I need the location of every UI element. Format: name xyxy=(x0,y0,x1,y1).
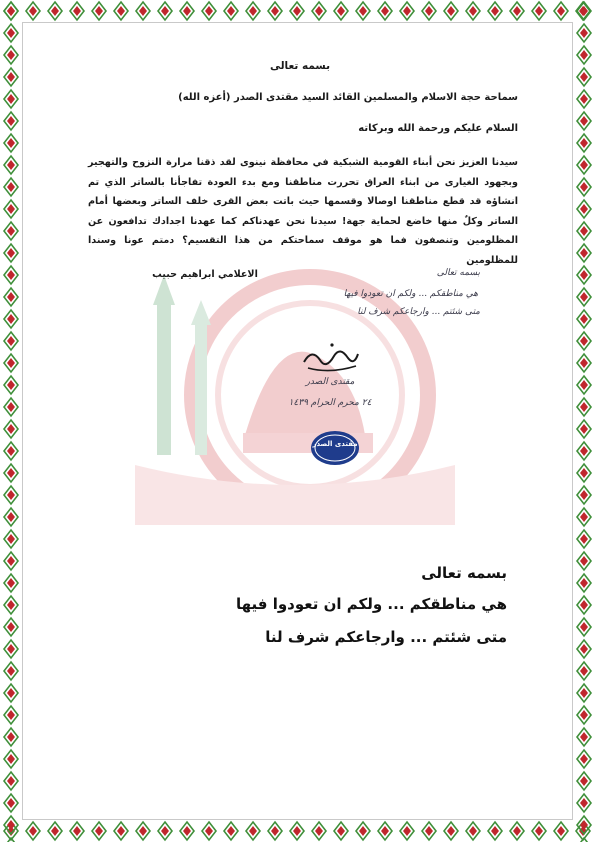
handwritten-basmala: بسمه تعالى xyxy=(436,268,480,278)
letter-salutation: السلام عليكم ورحمة الله وبركاته xyxy=(358,123,518,134)
seal-text: مقتدى الصدر xyxy=(312,440,358,448)
typed-reply-line-3: متى شئتم ... وارجاعكم شرف لنا xyxy=(265,628,507,646)
right-border-ornament xyxy=(573,0,595,842)
typed-reply-line-1: بسمه تعالى xyxy=(421,564,507,582)
basmala-heading: بسمه تعالى xyxy=(269,60,331,72)
handwritten-signature xyxy=(300,340,360,376)
typed-reply-line-2: هي مناطقكم ... ولكم ان تعودوا فيها xyxy=(236,595,507,613)
seal-shape xyxy=(310,430,360,466)
letter-sender: الاعلامي ابراهيم حبيب xyxy=(152,269,258,280)
handwritten-reply-line-1: هي مناطقكم ... ولكم ان تعودوا فيها xyxy=(343,289,478,299)
mosque-watermark xyxy=(135,265,455,525)
bottom-border-ornament xyxy=(0,820,595,842)
top-border-ornament xyxy=(0,0,595,22)
official-seal xyxy=(310,430,360,466)
handwritten-reply-line-2: متى شئتم ... وارجاعكم شرف لنا xyxy=(357,307,480,317)
handwritten-signer-name: مقتدى الصدر xyxy=(305,377,355,387)
left-border-ornament xyxy=(0,0,22,842)
letter-body: سيدنا العزيز نحن أبناء القومية الشبكية في محافظة نينوى لقد ذقنا مرارة النزوح والتهجير وبجهود الغيارى من ابناء العراق تحررت مناطقنا ومع بدء العودة تفاجأنا بالساتر الذي تم انشاؤه قد قطع مناطقنا اوصالا وقسمها حيث باتت بعض القرى خلف الساتر وبعضها أمام الساتر وكلٌ منها خاضع لحماية جهة! سيدنا نحن عهدناكم كما عهدنا اجدادك تدافعون عن المظلومين وتنصفون فما هو موقف سماحتكم من هذا التقسيم؟ دمتم عونا وسندا للمظلومين xyxy=(88,157,518,266)
handwritten-date: ٢٤ محرم الحرام ١٤٣٩ xyxy=(288,398,372,408)
letter-address: سماحة حجة الاسلام والمسلمين القائد السيد مقتدى الصدر (أعزه الله) xyxy=(178,92,518,103)
